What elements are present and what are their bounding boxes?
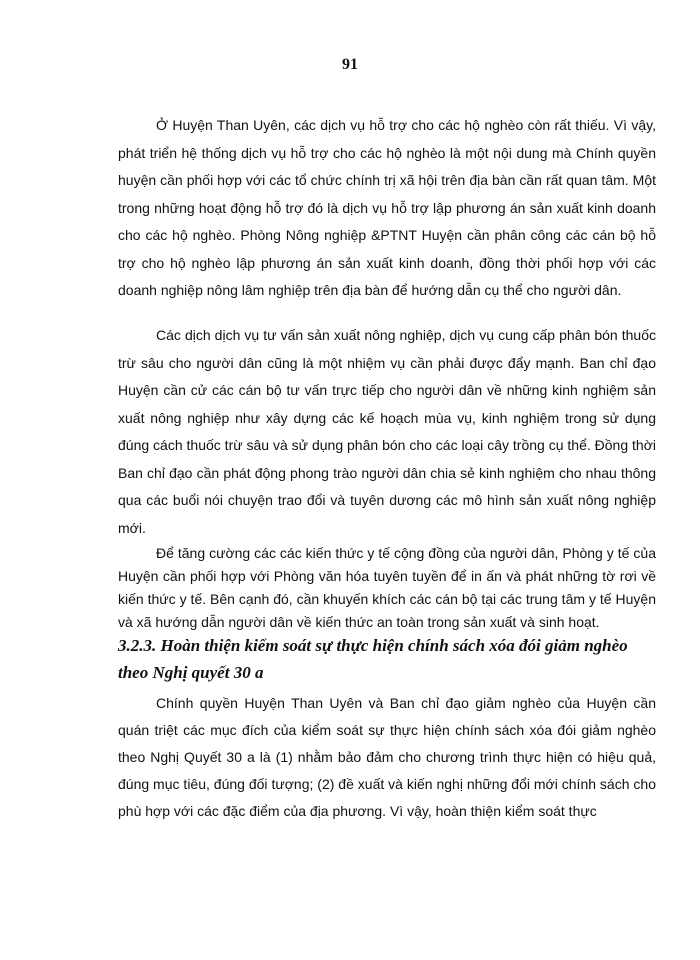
section-heading: 3.2.3. Hoàn thiện kiểm soát sự thực hiện chính sách xóa đói giảm nghèo theo Nghị quyết 30 a xyxy=(118,636,628,682)
paragraph-agricultural-advice xyxy=(118,322,656,542)
paragraph-support-services xyxy=(118,112,656,305)
page-number: 91 xyxy=(342,56,358,73)
paragraph-text: Ở Huyện Than Uyên, các dịch vụ hỗ trợ cho các hộ nghèo còn rất thiếu. Vì vậy, phát triển hệ thống dịch vụ hỗ trợ cho các hộ nghèo là một nội dung mà Chính quyền huyện cần phối hợp với các tổ chức chính trị xã hội trên địa bàn cần rất quan tâm. Một trong những hoạt động hỗ trợ đó là dịch vụ hỗ trợ lập phương án sản xuất kinh doanh cho các hộ nghèo. Phòng Nông nghiệp &PTNT Huyện cần phân công các cán bộ hỗ trợ cho hộ nghèo lập phương án sản xuất kinh doanh, đồng thời phối hợp với các doanh nghiệp nông lâm nghiệp trên địa bàn để hướng dẫn cụ thể cho người dân. xyxy=(118,117,656,298)
paragraph-policy-control xyxy=(118,690,656,825)
paragraph-text: Để tăng cường các các kiến thức y tế cộng đồng của người dân, Phòng y tế của Huyện cần phối hợp với Phòng văn hóa tuyên tuyền để in ấn và phát những tờ rơi về kiến thức y tế. Bên cạnh đó, cần khuyến khích các cán bộ tại các trung tâm y tế Huyện và xã hướng dẫn người dân về kiến thức an toàn trong sản xuất và sinh hoạt. xyxy=(118,545,656,630)
paragraph-text: Các dịch dịch vụ tư vấn sản xuất nông nghiệp, dịch vụ cung cấp phân bón thuốc trừ sâu cho người dân cũng là một nhiệm vụ cần phải được đẩy mạnh. Ban chỉ đạo Huyện cần cử các cán bộ tư vấn trực tiếp cho người dân về những kinh nghiệm sản xuất nông nghiệp như xây dựng các kế hoạch mùa vụ, kinh nghiệm trong sử dụng đúng cách thuốc trừ sâu và sử dụng phân bón cho các loại cây trồng cụ thể. Đồng thời Ban chỉ đạo cần phát động phong trào người dân chia sẻ kinh nghiệm cho nhau thông qua các buổi nói chuyện trao đổi và tuyên dương các mô hình sản xuất nông nghiệp mới. xyxy=(118,327,656,536)
paragraph-text: Chính quyền Huyện Than Uyên và Ban chỉ đạo giảm nghèo của Huyện cần quán triệt các mục đích của kiểm soát sự thực hiện chính sách xóa đói giảm nghèo theo Nghị Quyết 30 a là (1) nhằm bảo đảm cho chương trình thực hiện có hiệu quả, đúng mục tiêu, đúng đối tượng; (2) đề xuất và kiến nghị những đổi mới chính sách cho phù hợp với các đặc điểm của địa phương. Vì vậy, hoàn thiện kiểm soát thực xyxy=(118,695,656,819)
paragraph-public-health xyxy=(118,542,656,634)
